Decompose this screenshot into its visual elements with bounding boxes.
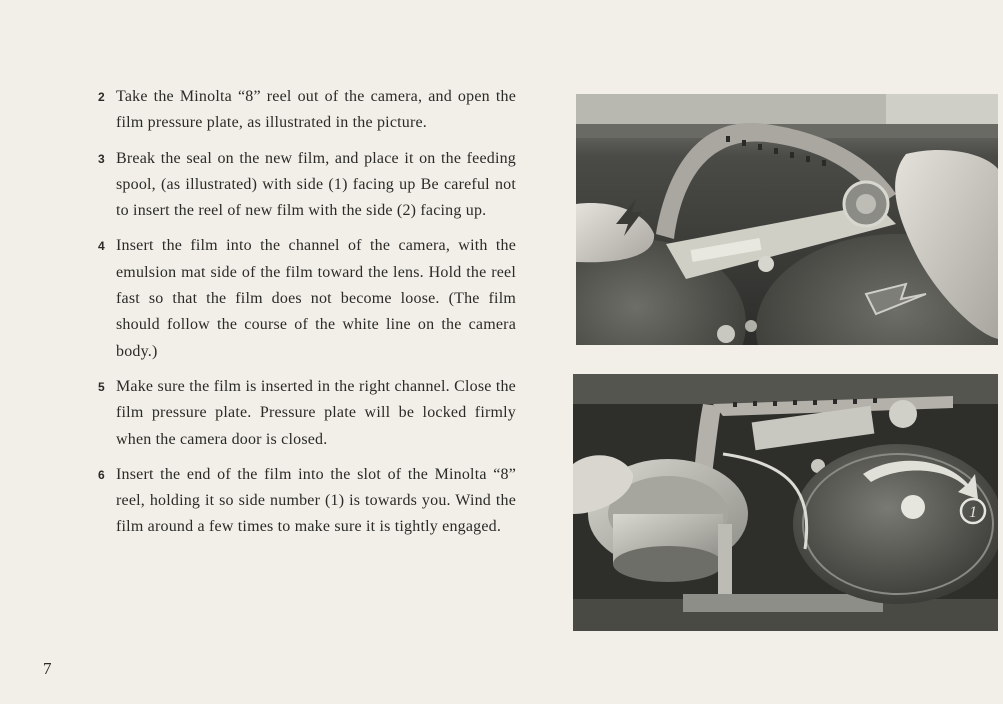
step-item xyxy=(98,233,516,364)
instruction-steps xyxy=(98,84,516,550)
step-number: 2 xyxy=(98,90,105,104)
photo-film-loading xyxy=(576,94,998,345)
step-text: Insert the film into the channel of the camera, with the emulsion mat side of the film toward the lens. Hold the reel fast so that the film does not become loose. (The film should follow the course of the white line on the camera body.) xyxy=(116,237,516,360)
step-number: 5 xyxy=(98,379,105,394)
step-text: Insert the end of the film into the slot of the Minolta “8” reel, holding it so side number (1) is towards you. Wind the film around a few times to make sure it is tightly engaged. xyxy=(116,465,516,536)
step-item xyxy=(98,146,516,225)
step-number: 3 xyxy=(98,151,105,166)
step-text: Break the seal on the new film, and place it on the feeding spool, (as illustrated) with side (1) facing up Be careful not to insert the reel of new film with the side (2) facing up. xyxy=(116,149,516,220)
step-number: 6 xyxy=(98,467,105,482)
photo-reel-threading xyxy=(573,374,998,631)
step-item xyxy=(98,374,516,453)
step-item xyxy=(98,462,516,541)
page-number: 7 xyxy=(43,659,52,678)
step-text: Take the Minolta “8” reel out of the camera, and open the film pressure plate, as illustrated in the picture. xyxy=(116,88,516,132)
step-number: 4 xyxy=(98,239,105,254)
reel-side-marker: 1 xyxy=(969,504,977,521)
step-item xyxy=(98,84,516,137)
step-text: Make sure the film is inserted in the right channel. Close the film pressure plate. Pressure plate will be locked firmly when the camera door is closed. xyxy=(116,377,516,448)
